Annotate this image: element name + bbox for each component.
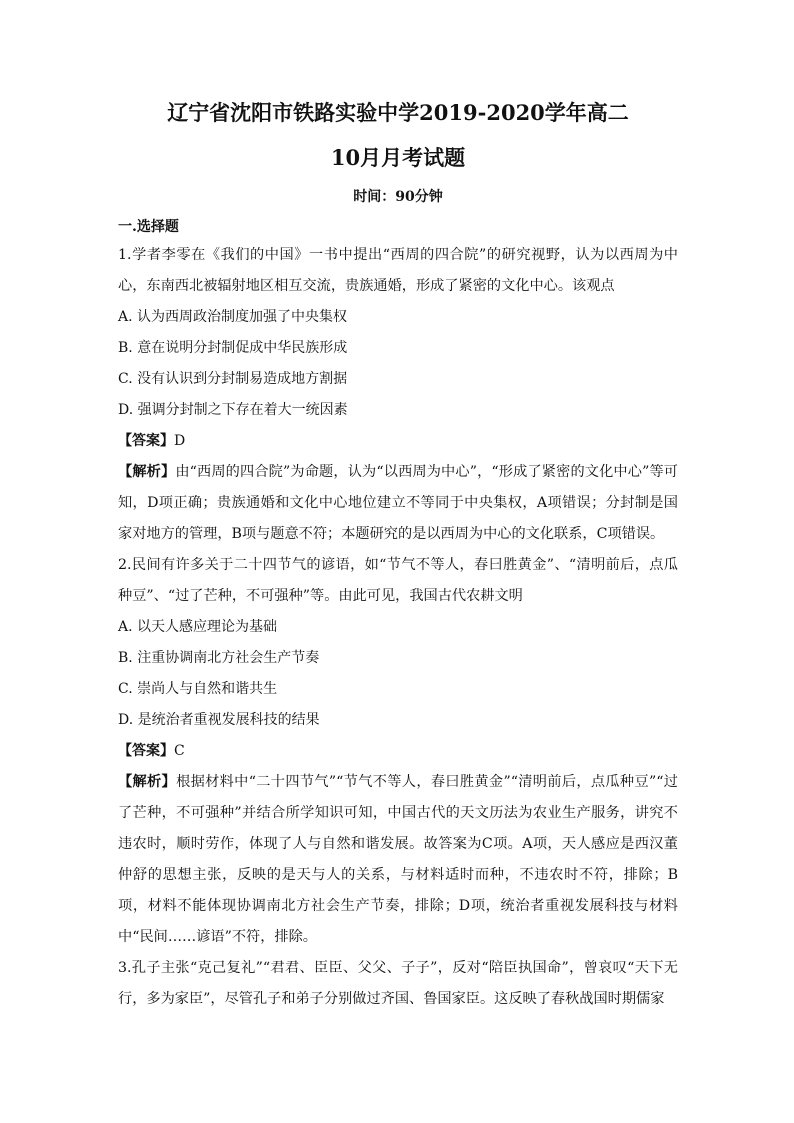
answer-value: D <box>174 433 186 449</box>
answer-line <box>118 736 678 767</box>
option-a: A. 认为西周政治制度加强了中央集权 <box>118 309 348 325</box>
analysis-tag: 【解析】 <box>118 464 176 480</box>
question-stem: 1.学者李零在《我们的中国》一书中提出“西周的四合院”的研究视野，认为以西周为中心，东南西北被辐射地区相互交流，贵族通婚，形成了紧密的文化中心。该观点 <box>118 247 678 294</box>
option-d: D. 是统治者重视发展科技的结果 <box>118 712 320 728</box>
analysis-line <box>118 457 678 550</box>
question-stem: 2.民间有许多关于二十四节气的谚语，如“节气不等人，春曰胜黄金”、“清明前后，点瓜种豆”、“过了芒种，不可强种”等。由此可见，我国古代农耕文明 <box>118 557 678 604</box>
answer-tag: 【答案】 <box>118 433 174 449</box>
analysis-tag: 【解析】 <box>118 774 177 790</box>
option-b: B. 注重协调南北方社会生产节奏 <box>118 650 320 666</box>
question-3 <box>118 953 678 1015</box>
answer-line <box>118 426 678 457</box>
analysis-text: 由“西周的四合院”为命题，认为“以西周为中心”，“形成了紧密的文化中心”等可知，D项正确；贵族通婚和文化中心地位建立不等同于中央集权，A项错误；分封制是国家对地方的管理，B项与题意不符；本题研究的是以西周为中心的文化联系，C项错误。 <box>118 464 678 542</box>
option-c: C. 没有认识到分封制易造成地方割据 <box>118 371 348 387</box>
option-c: C. 崇尚人与自然和谐共生 <box>118 681 278 697</box>
document-page <box>118 100 678 1015</box>
document-title-line2: 10月月考试题 <box>330 145 466 170</box>
answer-tag: 【答案】 <box>118 743 174 759</box>
option-d: D. 强调分封制之下存在着大一统因素 <box>118 402 348 418</box>
question-1 <box>118 240 678 550</box>
answer-value: C <box>174 743 185 759</box>
document-title-line1: 辽宁省沈阳市铁路实验中学2019-2020学年高二 <box>167 100 629 125</box>
option-a: A. 以天人感应理论为基础 <box>118 619 278 635</box>
section-title: 一.选择题 <box>118 219 179 235</box>
exam-time: 时间：90分钟 <box>353 189 443 205</box>
analysis-text: 根据材料中“二十四节气”“节气不等人，春曰胜黄金”“清明前后，点瓜种豆”“过了芒种，不可强种”并结合所学知识可知，中国古代的天文历法为农业生产服务，讲究不违农时，顺时劳作，体现了人与自然和谐发展。故答案为C项。A项，天人感应是西汉董仲舒的思想主张，反映的是天与人的关系，与材料适时而种，不违农时不符，排除；B项，材料不能体现协调南北方社会生产节奏，排除；D项，统治者重视发展科技与材料中“民间……谚语”不符，排除。 <box>118 774 678 945</box>
question-stem: 3.孔子主张“克己复礼”“君君、臣臣、父父、子子”，反对“陪臣执国命”，曾哀叹“天下无行，多为家臣”，尽管孔子和弟子分别做过齐国、鲁国家臣。这反映了春秋战国时期儒家 <box>118 960 678 1007</box>
analysis-line <box>118 767 678 953</box>
question-2 <box>118 550 678 953</box>
option-b: B. 意在说明分封制促成中华民族形成 <box>118 340 348 356</box>
